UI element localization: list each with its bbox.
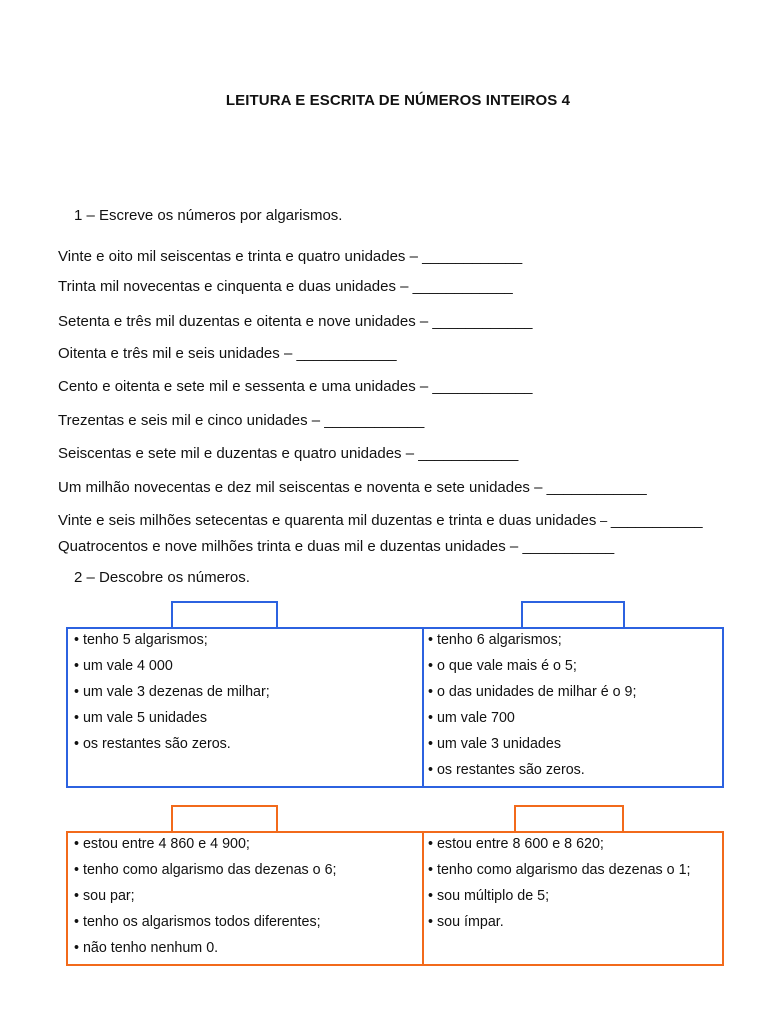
blue-right-clue-3: • o das unidades de milhar é o 9;	[428, 684, 637, 700]
number-line-1: Vinte e oito mil seiscentas e trinta e quatro unidades – ____________	[58, 248, 523, 265]
blue-left-clue-3: • um vale 3 dezenas de milhar;	[74, 684, 270, 700]
number-line-6: Trezentas e seis mil e cinco unidades – ____________	[58, 412, 425, 429]
orange-right-clue-4: • sou ímpar.	[428, 914, 504, 930]
orange-clue-box	[66, 831, 724, 966]
number-line-7: Seiscentas e sete mil e duzentas e quatro unidades – ____________	[58, 445, 519, 462]
number-line-9-blank: ___________	[610, 512, 703, 529]
number-line-5: Cento e oitenta e sete mil e sessenta e uma unidades – ____________	[58, 378, 533, 395]
question-2-heading: 2 – Descobre os números.	[74, 569, 250, 586]
answer-box-blue-right[interactable]	[521, 601, 625, 628]
number-line-9-text: Vinte e seis milhões setecentas e quarenta mil duzentas e trinta e duas unidades	[58, 512, 597, 529]
orange-left-clue-2: • tenho como algarismo das dezenas o 6;	[74, 862, 337, 878]
orange-right-clue-1: • estou entre 8 600 e 8 620;	[428, 836, 604, 852]
blue-left-clue-5: • os restantes são zeros.	[74, 736, 231, 752]
number-line-9	[58, 512, 703, 529]
number-line-2: Trinta mil novecentas e cinquenta e duas unidades – ____________	[58, 278, 513, 295]
blue-left-clue-2: • um vale 4 000	[74, 658, 173, 674]
answer-box-orange-right[interactable]	[514, 805, 624, 832]
orange-left-clue-1: • estou entre 4 860 e 4 900;	[74, 836, 250, 852]
orange-right-clue-2: • tenho como algarismo das dezenas o 1;	[428, 862, 691, 878]
blue-right-clue-6: • os restantes são zeros.	[428, 762, 585, 778]
blue-box-divider	[422, 629, 424, 786]
number-line-3: Setenta e três mil duzentas e oitenta e nove unidades – ____________	[58, 313, 533, 330]
orange-box-divider	[422, 833, 424, 964]
blue-left-clue-4: • um vale 5 unidades	[74, 710, 207, 726]
answer-box-orange-left[interactable]	[171, 805, 278, 832]
question-1-heading: 1 – Escreve os números por algarismos.	[74, 207, 343, 224]
blue-left-clue-1: • tenho 5 algarismos;	[74, 632, 208, 648]
number-line-8: Um milhão novecentas e dez mil seiscentas e noventa e sete unidades – ____________	[58, 479, 647, 496]
blue-right-clue-2: • o que vale mais é o 5;	[428, 658, 577, 674]
answer-box-blue-left[interactable]	[171, 601, 278, 628]
number-line-10: Quatrocentos e nove milhões trinta e duas mil e duzentas unidades – ___________	[58, 538, 615, 555]
number-line-4: Oitenta e três mil e seis unidades – ____________	[58, 345, 397, 362]
number-line-9-dash: –	[596, 513, 611, 528]
worksheet-title: LEITURA E ESCRITA DE NÚMEROS INTEIROS 4	[225, 92, 571, 109]
orange-left-clue-3: • sou par;	[74, 888, 135, 904]
orange-left-clue-5: • não tenho nenhum 0.	[74, 940, 219, 956]
orange-left-clue-4: • tenho os algarismos todos diferentes;	[74, 914, 321, 930]
blue-clue-box	[66, 627, 724, 788]
blue-right-clue-1: • tenho 6 algarismos;	[428, 632, 562, 648]
orange-right-clue-3: • sou múltiplo de 5;	[428, 888, 550, 904]
blue-right-clue-4: • um vale 700	[428, 710, 515, 726]
blue-right-clue-5: • um vale 3 unidades	[428, 736, 561, 752]
